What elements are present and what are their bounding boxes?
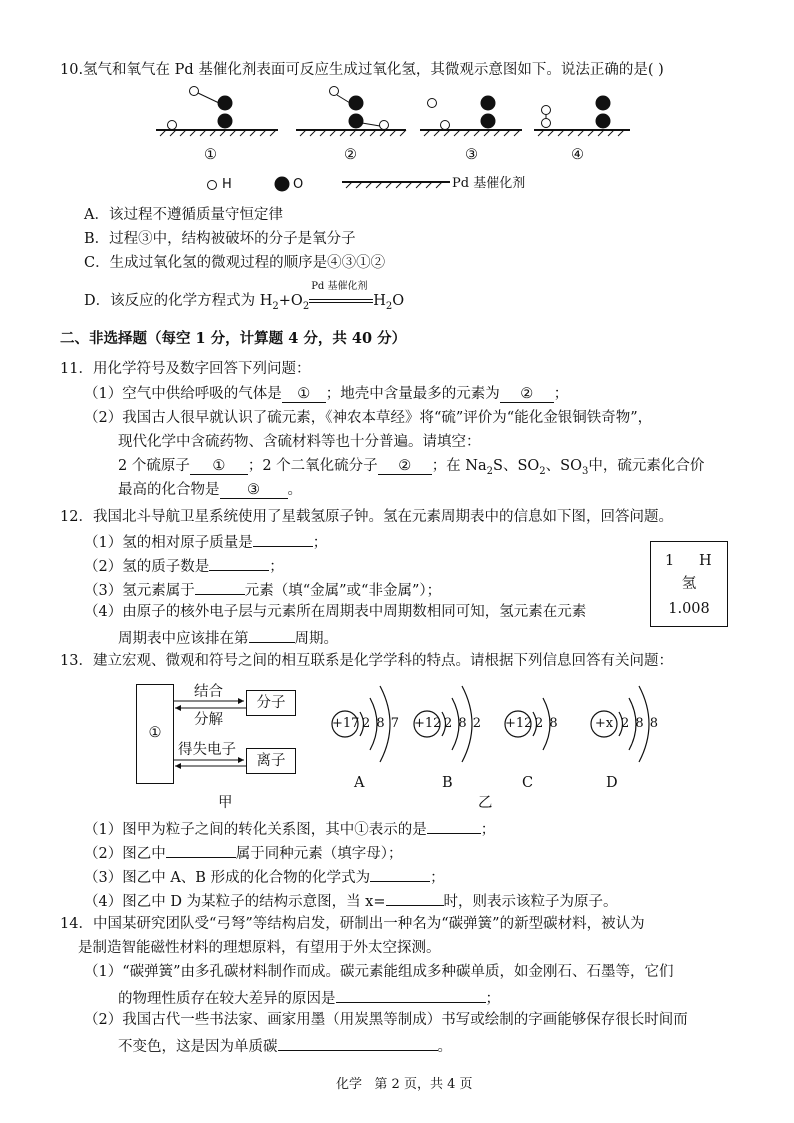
diagram-yi-label: 乙 (478, 795, 493, 811)
q14-part1-line1: （1）“碳弹簧”由多孔碳材料制作而成。碳元素能组成多种碳单质，如金刚石、石墨等，它们 (84, 964, 674, 980)
q13-part1: （1）图甲为粒子之间的转化关系图，其中①表示的是 ； (84, 818, 495, 839)
q14-blank-1[interactable] (336, 987, 486, 1003)
q14-stem-line1: 14．中国某研究团队受“弓弩”等结构启发，研制出一种名为“碳弹簧”的新型碳材料，被认为 (60, 916, 645, 932)
q13-blank-4[interactable] (386, 890, 444, 906)
legend-o: O (293, 177, 304, 192)
q13-part3: （3）图乙中 A、B 形成的化合物的化学式为 ； (84, 866, 445, 887)
q12-part3: （3）氢元素属于 元素（填“金属”或“非金属”）； (84, 579, 441, 600)
q10-option-d: D．该反应的化学方程式为 $H_2+O_2$ Pd 基催化剂 $H_2O$ (84, 292, 404, 316)
element-name: 氢 (681, 576, 697, 592)
ion-box: 离子 (246, 748, 296, 774)
q11-part2-line2: 现代化学中含硫药物、含硫材料等也十分普遍。请填空： (118, 434, 481, 450)
q13-stem: 13．建立宏观、微观和符号之间的相互联系是化学学科的特点。请根据下列信息回答有关问题： (60, 653, 673, 669)
q13-blank-1[interactable] (427, 818, 481, 834)
q10-option-a: A．该过程不遵循质量守恒定律 (84, 207, 283, 223)
q13-blank-2[interactable] (166, 842, 236, 858)
legend-h: H (222, 177, 232, 192)
atom-c-nucleus: +12 (505, 716, 533, 731)
atom-a-label: A (354, 775, 365, 791)
q12-stem: 12．我国北斗导航卫星系统使用了星载氢原子钟。氢在元素周期表中的信息如下图，回答问题。 (60, 509, 673, 525)
atom-a-nucleus: +17 (332, 716, 360, 731)
q11-part1: （1）空气中供给呼吸的气体是 ① ；地壳中含量最多的元素为 ② ； (84, 386, 569, 402)
q12-part2: （2）氢的质子数是 ； (84, 555, 284, 576)
combine-label: 结合 (194, 684, 223, 700)
element-symbol: H (699, 553, 712, 569)
q14-blank-2[interactable] (278, 1035, 438, 1051)
q11-blank-5[interactable]: ③ (220, 483, 288, 499)
q12-part1: （1）氢的相对原子质量是 ； (84, 531, 327, 552)
legend-catalyst: Pd 基催化剂 (452, 176, 526, 191)
atom-b-shells: 2 8 2 (444, 716, 482, 731)
atom-b-label: B (442, 775, 453, 791)
q11-blank-1[interactable]: ① (282, 387, 326, 403)
q14-part1-line2: 的物理性质存在较大差异的原因是 ； (118, 987, 500, 1008)
q11-part2-line1: （2）我国古人很早就认识了硫元素，《神农本草经》将“硫”评价为“能化金银铜铁奇物”， (84, 410, 653, 426)
q11-blank-4[interactable]: ② (378, 459, 432, 475)
q10-option-c: C．生成过氧化氢的微观过程的顺序是④③①② (84, 255, 386, 271)
q12-part4-line2: 周期表中应该排在第 周期。 (118, 627, 338, 648)
q14-stem-line2: 是制造智能磁性材料的理想原料，有望用于外太空探测。 (78, 940, 441, 956)
q13-part2: （2）图乙中 属于同种元素（填字母）； (84, 842, 402, 863)
step-label-2: ② (344, 147, 357, 163)
atom-d-label: D (606, 775, 618, 791)
q11-stem: 11．用化学符号及数字回答下列问题： (60, 361, 311, 377)
atom-a-shells: 2 8 7 (362, 716, 400, 731)
atom-c-label: C (522, 775, 534, 791)
q14-part2-line1: （2）我国古代一些书法家、画家用墨（用炭黑等制成）书写或绘制的字画能够保存很长时间而 (84, 1012, 688, 1028)
atom-d-nucleus: +x (594, 716, 614, 731)
q12-part4-line1: （4）由原子的核外电子层与元素所在周期表中周期数相同可知，氢元素在元素 (84, 604, 587, 620)
q11-part2-line4: 最高的化合物是 ③ 。 (118, 482, 302, 498)
atomic-mass: 1.008 (668, 601, 710, 617)
step-label-3: ③ (465, 147, 478, 163)
footer-page: 第 2 页，共 4 页 (374, 1077, 473, 1092)
section-2-heading: 二、非选择题（每空 1 分，计算题 4 分，共 40 分） (60, 330, 407, 347)
step-label-1: ① (204, 147, 217, 163)
q11-blank-3[interactable]: ① (190, 459, 248, 475)
molecule-box: 分子 (246, 690, 296, 716)
atomic-number: 1 (665, 553, 675, 569)
q11-part2-line3: 2 个硫原子 ① ；2 个二氧化硫分子 ② ；在 $Na_2S$、$SO_2$、$SO_3$中，硫元素化合价 (118, 458, 705, 477)
q10-option-b: B．过程③中，结构被破坏的分子是氧分子 (84, 231, 356, 247)
footer (336, 1076, 473, 1094)
q10-stem: 10.氢气和氧气在 Pd 基催化剂表面可反应生成过氧化氢，其微观示意图如下。说法正确的是( ) (60, 62, 664, 78)
atom-b-nucleus: +12 (414, 716, 442, 731)
q13-part4: （4）图乙中 D 为某粒子的结构示意图，当 x= 时，则表示该粒子为原子。 (84, 890, 618, 911)
q14-part2-line2: 不变色，这是因为单质碳 。 (118, 1035, 452, 1056)
reaction-condition: Pd 基催化剂 (311, 281, 368, 292)
footer-subject: 化学 (336, 1077, 363, 1092)
q11-blank-2[interactable]: ② (500, 387, 554, 403)
step-label-4: ④ (571, 147, 584, 163)
q13-blank-3[interactable] (370, 866, 430, 882)
diagram-jia-label: 甲 (218, 795, 233, 811)
atom-d-shells: 2 8 8 (621, 716, 659, 731)
gain-lose-label: 得失电子 (178, 742, 236, 758)
atom-c-shells: 2 8 (535, 716, 558, 731)
decompose-label: 分解 (194, 712, 223, 728)
particle-box-center: ① (136, 684, 174, 784)
